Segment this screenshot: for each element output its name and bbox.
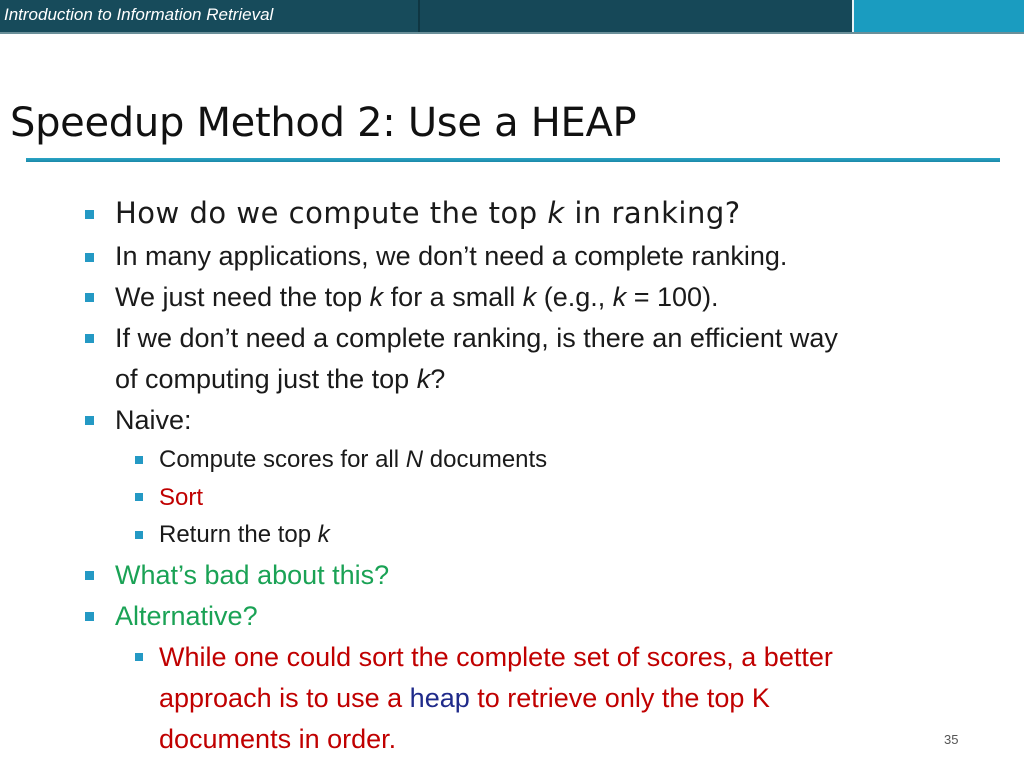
bullet-variable: k	[547, 196, 565, 230]
bullet-square-icon	[85, 416, 94, 425]
bullet-text: We just need the top	[115, 282, 370, 312]
bullet-text: to retrieve only the top K	[469, 683, 770, 713]
highlighted-term: heap	[409, 683, 470, 713]
header-segment-accent	[854, 0, 1024, 32]
header-segment-middle	[420, 0, 852, 32]
sub-bullet-square-icon	[135, 456, 143, 464]
bullet-item	[115, 601, 258, 632]
bullet-text: Sort	[159, 484, 204, 511]
bullet-text: What’s bad about this?	[115, 560, 390, 590]
bullet-text: In many applications, we don’t need a complete ranking.	[115, 241, 788, 271]
bullet-text: Compute scores for all	[159, 446, 406, 473]
bullet-text: If we don’t need a complete ranking, is there an efficient way	[115, 323, 838, 353]
bullet-item	[115, 196, 741, 230]
sub-bullet-item	[159, 484, 203, 512]
sub-bullet-item	[159, 521, 330, 549]
bullet-text: (e.g.,	[536, 282, 613, 312]
bullet-square-icon	[85, 612, 94, 621]
bullet-square-icon	[85, 334, 94, 343]
bullet-variable: k	[522, 282, 537, 312]
bullet-item	[115, 282, 719, 313]
bullet-text: Alternative?	[115, 601, 258, 631]
bullet-item	[115, 323, 838, 354]
bullet-variable: k	[416, 364, 431, 394]
sub-bullet-item-continuation	[159, 683, 770, 714]
bullet-text: While one could sort the complete set of scores, a better	[159, 642, 833, 672]
bullet-text: Return the top	[159, 521, 318, 548]
bullet-text: = 100).	[626, 282, 719, 312]
bullet-text: documents in order.	[159, 724, 397, 754]
bullet-square-icon	[85, 571, 94, 580]
bullet-text: of computing just the top	[115, 364, 417, 394]
bullet-variable: k	[369, 282, 384, 312]
bullet-text: ?	[430, 364, 446, 394]
header-bar	[0, 0, 1024, 34]
bullet-text: documents	[423, 446, 548, 473]
bullet-text: approach is to use a	[159, 683, 410, 713]
bullet-item	[115, 241, 787, 272]
sub-bullet-square-icon	[135, 531, 143, 539]
bullet-text: Naive:	[115, 405, 192, 435]
bullet-text: in ranking?	[564, 196, 741, 230]
sub-bullet-item-continuation	[159, 724, 396, 755]
bullet-square-icon	[85, 253, 94, 262]
sub-bullet-square-icon	[135, 493, 143, 501]
bullet-text: How do we compute the top	[115, 196, 548, 230]
slide-title: Speedup Method 2: Use a HEAP	[10, 100, 637, 146]
course-title: Introduction to Information Retrieval	[4, 5, 274, 24]
sub-bullet-item	[159, 642, 833, 673]
bullet-text: for a small	[383, 282, 523, 312]
bullet-variable: N	[405, 446, 424, 473]
bullet-variable: k	[612, 282, 627, 312]
sub-bullet-square-icon	[135, 653, 143, 661]
header-underline	[0, 32, 1024, 34]
title-divider	[26, 158, 1000, 162]
bullet-item-continuation	[115, 364, 445, 395]
bullet-item	[115, 405, 192, 436]
bullet-square-icon	[85, 210, 94, 219]
bullet-square-icon	[85, 293, 94, 302]
bullet-variable: k	[317, 521, 330, 548]
page-number: 35	[944, 732, 959, 747]
sub-bullet-item	[159, 446, 547, 474]
bullet-item	[115, 560, 389, 591]
